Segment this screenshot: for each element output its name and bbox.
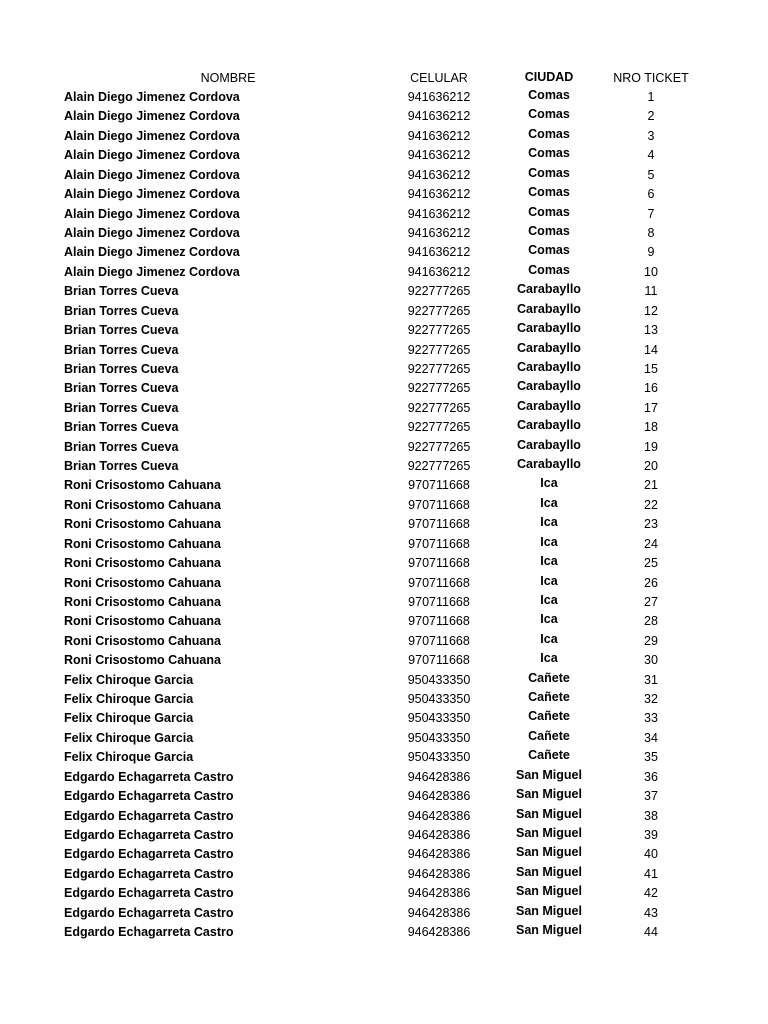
cell-phone: 946428386 [407, 925, 471, 940]
cell-ticket: 24 [644, 536, 658, 551]
cell-ticket: 43 [644, 905, 658, 920]
table-row [0, 768, 768, 787]
cell-name: Edgardo Echagarreta Castro [64, 866, 234, 881]
cell-city: Ica [540, 534, 558, 549]
cell-ticket: 1 [647, 90, 655, 104]
cell-city: Ica [540, 612, 558, 627]
cell-name: Brian Torres Cueva [64, 420, 179, 435]
header-ticket: NRO TICKET [613, 71, 689, 85]
table-row [0, 243, 768, 262]
cell-phone: 970711668 [408, 517, 470, 532]
cell-phone: 922777265 [407, 400, 471, 415]
cell-name: Edgardo Echagarreta Castro [64, 769, 234, 784]
table-row [0, 185, 768, 204]
cell-ticket: 25 [644, 556, 658, 571]
cell-phone: 946428386 [407, 847, 471, 862]
cell-name: Alain Diego Jimenez Cordova [64, 90, 240, 104]
cell-city: Carabayllo [517, 321, 581, 335]
table-row [0, 88, 768, 107]
cell-name: Roni Crisostomo Cahuana [64, 556, 221, 571]
table-row [0, 321, 768, 340]
cell-ticket: 16 [644, 381, 658, 396]
cell-city: San Miguel [516, 845, 582, 860]
cell-ticket: 11 [644, 284, 658, 299]
cell-phone: 941636212 [407, 167, 471, 182]
cell-name: Brian Torres Cueva [64, 361, 179, 376]
cell-name: Alain Diego Jimenez Cordova [64, 245, 240, 260]
cell-phone: 922777265 [407, 342, 471, 357]
cell-ticket: 28 [644, 614, 658, 629]
table-row [0, 341, 768, 360]
cell-name: Brian Torres Cueva [64, 439, 179, 454]
cell-phone: 950433350 [407, 750, 471, 765]
table-row [0, 476, 768, 495]
cell-phone: 970711668 [408, 614, 470, 629]
table-row [0, 418, 768, 437]
cell-phone: 922777265 [407, 361, 471, 376]
cell-city: San Miguel [516, 806, 582, 821]
cell-name: Alain Diego Jimenez Cordova [64, 109, 240, 124]
cell-phone: 922777265 [407, 439, 471, 454]
cell-city: San Miguel [516, 903, 582, 918]
table-row [0, 399, 768, 418]
cell-city: Carabayllo [517, 457, 581, 471]
table-row [0, 807, 768, 826]
table-row [0, 845, 768, 864]
cell-name: Alain Diego Jimenez Cordova [64, 264, 240, 279]
table-row [0, 690, 768, 709]
cell-phone: 946428386 [407, 866, 471, 881]
cell-city: Carabayllo [517, 301, 581, 316]
cell-city: San Miguel [516, 767, 582, 782]
cell-city: Comas [528, 204, 570, 219]
cell-city: San Miguel [516, 787, 582, 802]
table-row [0, 748, 768, 767]
cell-city: Comas [528, 107, 570, 122]
cell-city: Ica [540, 495, 558, 510]
cell-city: Comas [528, 146, 570, 161]
cell-city: Carabayllo [517, 398, 581, 413]
table-row [0, 146, 768, 165]
cell-phone: 941636212 [407, 206, 471, 221]
cell-city: Cañete [528, 690, 570, 704]
cell-name: Edgardo Echagarreta Castro [64, 789, 234, 804]
table-row [0, 651, 768, 670]
cell-ticket: 23 [644, 517, 658, 532]
cell-name: Brian Torres Cueva [64, 284, 179, 299]
cell-ticket: 8 [647, 225, 655, 240]
cell-ticket: 44 [644, 925, 658, 940]
cell-ticket: 19 [644, 439, 658, 454]
table-row [0, 923, 768, 942]
cell-ticket: 21 [644, 478, 658, 493]
cell-city: Comas [528, 165, 570, 180]
table-row [0, 379, 768, 398]
header-name: NOMBRE [200, 71, 256, 85]
cell-ticket: 40 [644, 847, 658, 862]
cell-ticket: 29 [644, 633, 658, 648]
table-row [0, 632, 768, 651]
cell-ticket: 4 [647, 148, 655, 163]
cell-phone: 970711668 [408, 556, 470, 571]
cell-ticket: 32 [644, 692, 658, 706]
table-row [0, 904, 768, 923]
cell-city: San Miguel [516, 884, 582, 899]
cell-phone: 941636212 [407, 90, 471, 104]
cell-ticket: 3 [647, 128, 655, 143]
cell-name: Brian Torres Cueva [64, 400, 179, 415]
cell-city: Cañete [528, 748, 570, 763]
header-phone: CELULAR [410, 71, 468, 85]
cell-name: Roni Crisostomo Cahuana [64, 633, 221, 648]
table-row [0, 709, 768, 728]
cell-name: Roni Crisostomo Cahuana [64, 653, 221, 668]
cell-city: Cañete [528, 709, 570, 724]
cell-city: San Miguel [516, 864, 582, 879]
table-row [0, 263, 768, 282]
cell-ticket: 27 [644, 594, 658, 609]
cell-ticket: 12 [644, 303, 658, 318]
cell-name: Brian Torres Cueva [64, 459, 179, 473]
cell-city: Carabayllo [517, 359, 581, 374]
cell-city: Carabayllo [517, 437, 581, 452]
cell-ticket: 33 [644, 711, 658, 726]
cell-phone: 950433350 [407, 711, 471, 726]
cell-name: Edgardo Echagarreta Castro [64, 808, 234, 823]
cell-phone: 946428386 [407, 769, 471, 784]
cell-ticket: 18 [644, 420, 658, 435]
cell-name: Alain Diego Jimenez Cordova [64, 187, 240, 202]
cell-city: Ica [540, 573, 558, 588]
cell-name: Alain Diego Jimenez Cordova [64, 167, 240, 182]
cell-ticket: 15 [644, 361, 658, 376]
cell-name: Edgardo Echagarreta Castro [64, 905, 234, 920]
cell-ticket: 26 [644, 575, 658, 590]
cell-name: Brian Torres Cueva [64, 342, 179, 357]
cell-name: Alain Diego Jimenez Cordova [64, 206, 240, 221]
cell-city: Cañete [528, 728, 570, 743]
cell-phone: 941636212 [407, 245, 471, 260]
cell-name: Alain Diego Jimenez Cordova [64, 148, 240, 163]
cell-ticket: 42 [644, 886, 658, 901]
cell-city: Ica [540, 515, 558, 530]
cell-phone: 970711668 [408, 478, 470, 493]
cell-ticket: 35 [644, 750, 658, 765]
cell-phone: 950433350 [407, 672, 471, 687]
cell-phone: 941636212 [407, 264, 471, 279]
cell-ticket: 17 [644, 400, 658, 415]
cell-name: Roni Crisostomo Cahuana [64, 575, 221, 590]
cell-ticket: 2 [647, 109, 655, 124]
cell-phone: 941636212 [407, 225, 471, 240]
cell-city: Ica [540, 554, 558, 569]
cell-name: Roni Crisostomo Cahuana [64, 497, 221, 512]
cell-name: Alain Diego Jimenez Cordova [64, 128, 240, 143]
table-row [0, 282, 768, 301]
table-row [0, 593, 768, 612]
table-row [0, 224, 768, 243]
table-row [0, 496, 768, 515]
cell-name: Brian Torres Cueva [64, 381, 179, 396]
cell-city: Carabayllo [517, 282, 581, 297]
table-row [0, 166, 768, 185]
table-row [0, 302, 768, 321]
cell-city: Comas [528, 243, 570, 258]
cell-city: Cañete [528, 670, 570, 685]
table-row [0, 884, 768, 903]
cell-city: Comas [528, 126, 570, 141]
cell-city: San Miguel [516, 826, 582, 840]
cell-phone: 946428386 [407, 905, 471, 920]
cell-name: Roni Crisostomo Cahuana [64, 594, 221, 609]
table-header [0, 69, 768, 88]
cell-ticket: 39 [644, 828, 658, 842]
cell-ticket: 14 [644, 342, 658, 357]
cell-ticket: 6 [647, 187, 655, 202]
cell-name: Felix Chiroque Garcia [64, 672, 194, 687]
table-row [0, 535, 768, 554]
cell-phone: 941636212 [407, 109, 471, 124]
cell-phone: 941636212 [407, 148, 471, 163]
cell-ticket: 10 [644, 264, 658, 279]
cell-city: Ica [540, 476, 558, 491]
cell-ticket: 41 [644, 866, 658, 881]
cell-phone: 941636212 [407, 187, 471, 202]
cell-phone: 922777265 [407, 420, 471, 435]
table-row [0, 787, 768, 806]
table-row [0, 360, 768, 379]
cell-name: Felix Chiroque Garcia [64, 692, 194, 706]
cell-name: Brian Torres Cueva [64, 303, 179, 318]
cell-ticket: 22 [644, 497, 658, 512]
cell-name: Felix Chiroque Garcia [64, 730, 194, 745]
cell-city: Carabayllo [517, 340, 581, 355]
table-row [0, 865, 768, 884]
table-row [0, 554, 768, 573]
cell-name: Edgardo Echagarreta Castro [64, 847, 234, 862]
cell-name: Roni Crisostomo Cahuana [64, 614, 221, 629]
cell-city: Ica [540, 651, 558, 666]
cell-city: Comas [528, 185, 570, 200]
cell-city: Ica [540, 631, 558, 646]
cell-city: San Miguel [516, 923, 582, 938]
cell-phone: 946428386 [407, 789, 471, 804]
cell-ticket: 13 [644, 323, 658, 337]
cell-name: Brian Torres Cueva [64, 323, 179, 337]
cell-phone: 950433350 [407, 692, 471, 706]
cell-phone: 941636212 [407, 128, 471, 143]
cell-ticket: 34 [644, 730, 658, 745]
cell-ticket: 9 [647, 245, 655, 260]
cell-phone: 970711668 [408, 594, 470, 609]
cell-name: Edgardo Echagarreta Castro [64, 925, 234, 940]
cell-name: Alain Diego Jimenez Cordova [64, 225, 240, 240]
cell-name: Edgardo Echagarreta Castro [64, 886, 234, 901]
table-row [0, 574, 768, 593]
header-city: CIUDAD [524, 70, 574, 84]
cell-city: Carabayllo [517, 379, 581, 394]
cell-phone: 970711668 [408, 575, 470, 590]
cell-ticket: 20 [644, 459, 658, 473]
cell-ticket: 36 [644, 769, 658, 784]
table-row [0, 612, 768, 631]
cell-phone: 946428386 [407, 808, 471, 823]
cell-phone: 970711668 [408, 653, 470, 668]
cell-phone: 922777265 [407, 381, 471, 396]
table-row [0, 826, 768, 845]
cell-city: Ica [540, 592, 558, 607]
cell-phone: 922777265 [407, 459, 471, 473]
cell-ticket: 7 [647, 206, 655, 221]
cell-city: Comas [528, 88, 570, 102]
cell-phone: 970711668 [408, 536, 470, 551]
cell-name: Roni Crisostomo Cahuana [64, 536, 221, 551]
table-row [0, 438, 768, 457]
cell-phone: 970711668 [408, 633, 470, 648]
cell-ticket: 5 [647, 167, 655, 182]
cell-phone: 946428386 [407, 828, 471, 842]
cell-city: Carabayllo [517, 418, 581, 433]
cell-ticket: 37 [644, 789, 658, 804]
table-row [0, 729, 768, 748]
table-row [0, 457, 768, 476]
cell-name: Felix Chiroque Garcia [64, 711, 194, 726]
table-row [0, 127, 768, 146]
cell-phone: 922777265 [407, 284, 471, 299]
cell-city: Comas [528, 223, 570, 238]
table-row [0, 671, 768, 690]
cell-name: Roni Crisostomo Cahuana [64, 478, 221, 493]
cell-city: Comas [528, 262, 570, 277]
cell-name: Felix Chiroque Garcia [64, 750, 194, 765]
cell-phone: 950433350 [407, 730, 471, 745]
cell-name: Roni Crisostomo Cahuana [64, 517, 221, 532]
table-row [0, 107, 768, 126]
cell-phone: 922777265 [407, 303, 471, 318]
table-row [0, 205, 768, 224]
cell-ticket: 38 [644, 808, 658, 823]
cell-name: Edgardo Echagarreta Castro [64, 828, 234, 842]
cell-phone: 946428386 [407, 886, 471, 901]
cell-phone: 970711668 [408, 497, 470, 512]
cell-phone: 922777265 [407, 323, 471, 337]
cell-ticket: 30 [644, 653, 658, 668]
table-row [0, 515, 768, 534]
cell-ticket: 31 [644, 672, 658, 687]
